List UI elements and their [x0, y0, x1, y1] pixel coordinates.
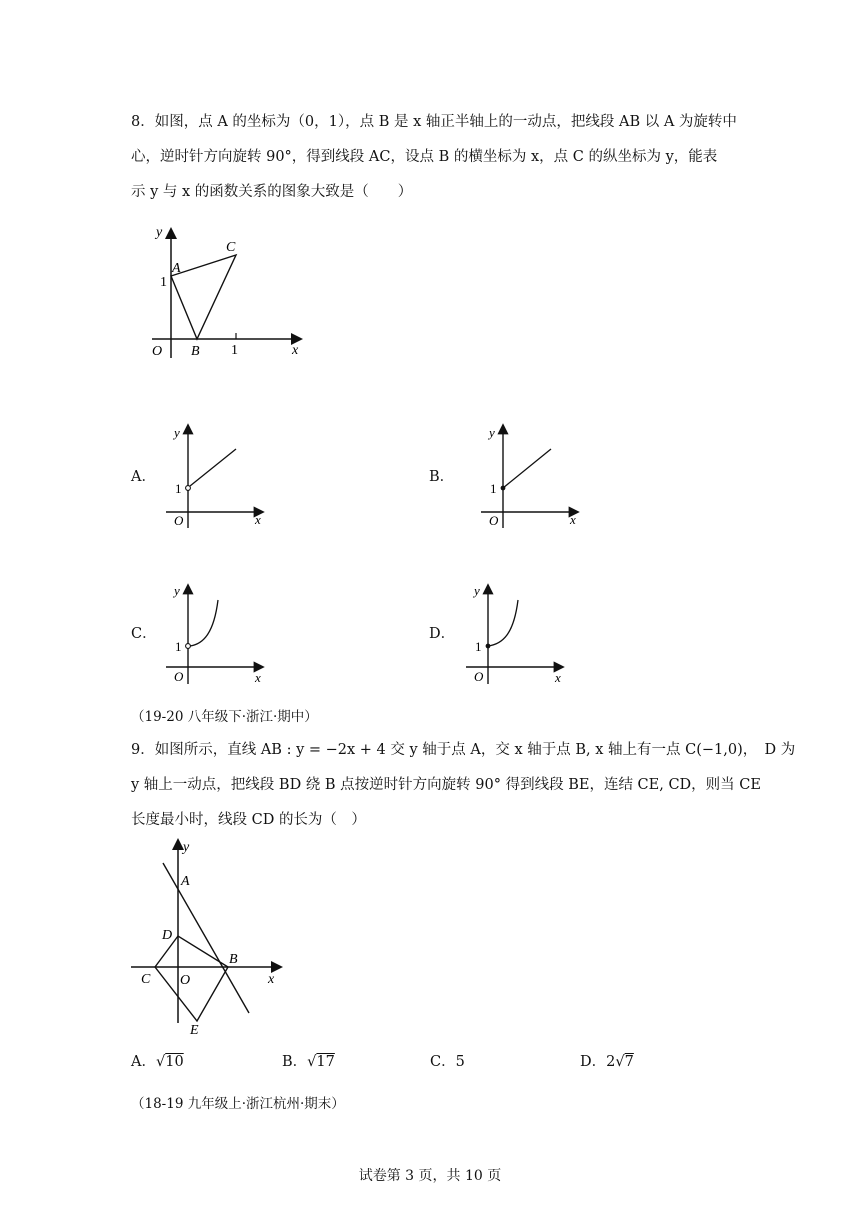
opt-x-label: x: [255, 512, 261, 527]
opt-one-label: 1: [475, 639, 482, 654]
fig-point-c: C: [226, 240, 236, 255]
q9-source: （18-19 九年级上·浙江杭州·期末）: [131, 1096, 345, 1112]
q9-option-b[interactable]: [282, 1052, 335, 1072]
fig-point-c: C: [141, 972, 151, 987]
q8-option-a-graph[interactable]: [160, 420, 280, 530]
option-value: 10: [165, 1054, 184, 1070]
option-c-curve: [190, 600, 218, 646]
fig-y-label: y: [183, 840, 190, 855]
q8-line-1: 8．如图，点 A 的坐标为（0，1），点 B 是 x 轴正半轴上的一动点，把线段 AB 以 A 为旋转中: [131, 114, 737, 130]
fig-origin-label: O: [180, 973, 191, 988]
option-b-line: [503, 449, 551, 488]
fig-x-label: x: [268, 972, 275, 987]
fig-point-a: A: [181, 874, 190, 889]
open-point: [186, 644, 191, 649]
fig-point-e: E: [190, 1023, 199, 1038]
fig-point-b: B: [229, 952, 238, 967]
q8-option-b-letter[interactable]: B．: [429, 469, 455, 485]
opt-origin-label: O: [174, 513, 184, 528]
fig-point-d: D: [162, 928, 173, 943]
opt-one-label: 1: [175, 481, 182, 496]
opt-y-label: y: [174, 583, 180, 598]
closed-point: [486, 644, 491, 649]
sqrt-icon: √: [307, 1054, 317, 1070]
option-value: 17: [316, 1054, 335, 1070]
q8-option-c-graph[interactable]: [160, 580, 280, 690]
q8-source: （19-20 八年级下·浙江·期中）: [131, 709, 318, 725]
page-footer: 试卷第 3 页，共 10 页: [358, 1168, 502, 1184]
q9-line-2: y 轴上一动点，把线段 BD 绕 B 点按逆时针方向旋转 90° 得到线段 BE，连结 CE, CD，则当 CE: [131, 777, 761, 793]
opt-origin-label: O: [489, 513, 499, 528]
option-value: 7: [624, 1054, 634, 1070]
opt-x-label: x: [555, 670, 561, 685]
opt-one-label: 1: [490, 481, 497, 496]
q8-option-b-graph[interactable]: [475, 420, 595, 530]
option-coef: 2: [606, 1054, 616, 1070]
fig-y-label: y: [156, 225, 163, 240]
opt-y-label: y: [474, 583, 480, 598]
q9-option-c[interactable]: [430, 1052, 465, 1072]
open-point: [186, 486, 191, 491]
quad-cdbe: [155, 936, 228, 1021]
option-a-line: [190, 449, 236, 486]
q9-line-3: 长度最小时，线段 CD 的长为（ ）: [131, 812, 366, 828]
opt-x-label: x: [255, 670, 261, 685]
option-letter: A．: [131, 1054, 156, 1070]
sqrt-icon: √: [155, 1054, 166, 1070]
q8-line-2: 心，逆时针方向旋转 90°，得到线段 AC，设点 B 的横坐标为 x，点 C 的纵坐标为 y，能表: [131, 149, 718, 165]
fig-one-x: 1: [231, 343, 238, 358]
sqrt-icon: √: [615, 1054, 625, 1070]
fig-one-y: 1: [160, 275, 167, 290]
q8-option-c-letter[interactable]: C．: [131, 626, 157, 642]
opt-origin-label: O: [174, 669, 184, 684]
option-letter: D．: [580, 1054, 607, 1070]
q8-line-3: 示 y 与 x 的函数关系的图象大致是（ ）: [131, 184, 413, 200]
option-letter: B．: [282, 1054, 308, 1070]
q8-figure: [140, 220, 320, 365]
opt-origin-label: O: [474, 669, 484, 684]
closed-point: [501, 486, 506, 491]
q8-option-a-letter[interactable]: A．: [131, 469, 156, 485]
q8-option-d-graph[interactable]: [460, 580, 580, 690]
option-d-curve: [488, 600, 518, 646]
fig-x-label: x: [292, 343, 299, 358]
triangle-abc: [171, 255, 236, 339]
q9-option-a[interactable]: [131, 1052, 184, 1072]
fig-point-b: B: [191, 344, 200, 359]
q9-figure: [125, 835, 290, 1040]
option-letter: C．: [430, 1054, 456, 1070]
opt-x-label: x: [570, 512, 576, 527]
opt-y-label: y: [174, 425, 180, 440]
opt-one-label: 1: [175, 639, 182, 654]
fig-origin-label: O: [152, 344, 163, 359]
opt-y-label: y: [489, 425, 495, 440]
option-value: 5: [455, 1054, 465, 1070]
q9-line-1: 9．如图所示，直线 AB : y = −2x + 4 交 y 轴于点 A，交 x 轴于点 B, x 轴上有一点 C(−1,0)， D 为: [131, 742, 796, 758]
q9-option-d[interactable]: [580, 1052, 634, 1072]
q8-option-d-letter[interactable]: D．: [429, 626, 456, 642]
fig-point-a: A: [172, 261, 181, 276]
